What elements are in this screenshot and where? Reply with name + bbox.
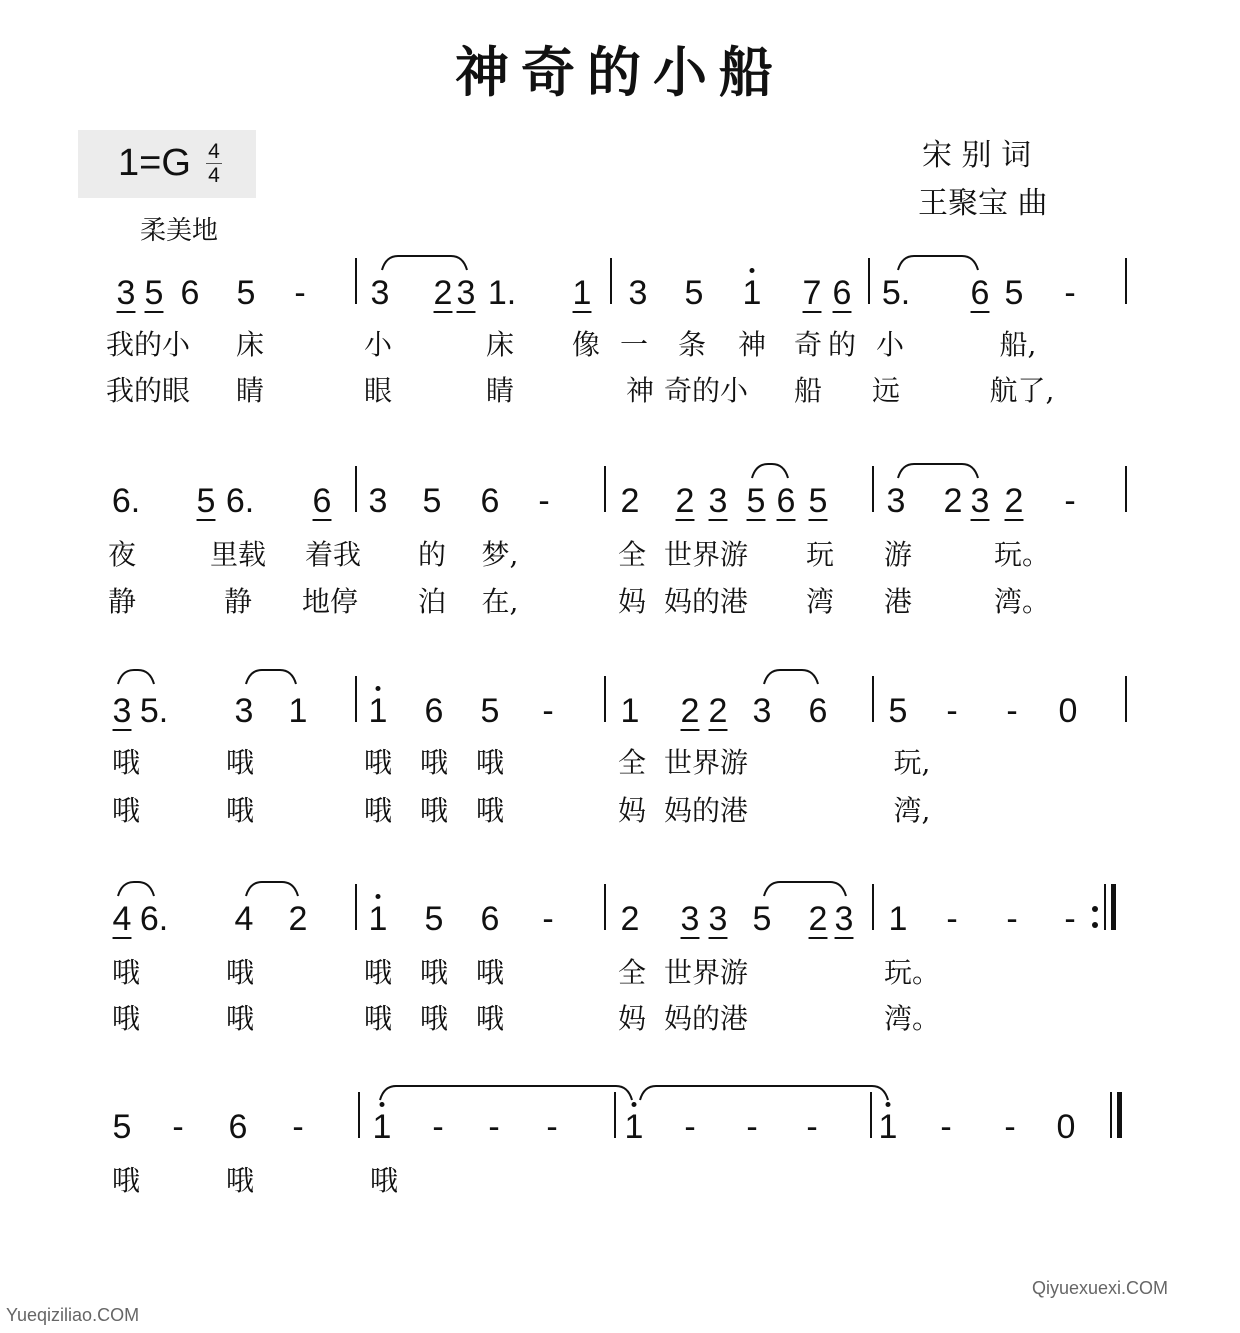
note: 3: [970, 482, 990, 520]
lyric-syllable: 睛: [485, 374, 515, 407]
note: 5.: [881, 274, 911, 312]
note: -: [746, 1108, 758, 1146]
note: 2: [708, 692, 728, 730]
lyric-syllable: 哦: [225, 1002, 255, 1035]
note: 3: [886, 482, 906, 520]
note: 1: [624, 1108, 644, 1146]
note: 4: [234, 900, 254, 938]
note: 6: [480, 482, 500, 520]
note: 2: [943, 482, 963, 520]
lyric-syllable: 哦: [111, 956, 141, 989]
slur: [246, 882, 298, 896]
lyric-syllable: 我的眼: [105, 374, 191, 407]
note: -: [1064, 274, 1076, 312]
lyric-syllable: 哦: [475, 956, 505, 989]
slur: [898, 256, 978, 270]
note: 2: [1004, 482, 1024, 520]
note: 1.: [487, 274, 517, 312]
note: 3: [680, 900, 700, 938]
note: 1: [878, 1108, 898, 1146]
lyric-syllable: 梦,: [481, 538, 519, 571]
lyric-syllable: 的: [417, 538, 447, 571]
note: 0: [1058, 692, 1078, 730]
lyric-syllable: 全: [617, 538, 647, 571]
lyric-syllable: 奇: [793, 328, 823, 361]
note: 6: [228, 1108, 248, 1146]
note: 1: [368, 900, 388, 938]
lyric-syllable: 湾。: [883, 1002, 941, 1035]
slur: [898, 464, 978, 478]
lyric-syllable: 湾。: [993, 585, 1051, 618]
note: 5: [808, 482, 828, 520]
lyric-syllable: 哦: [225, 794, 255, 827]
lyric-syllable: 船,: [999, 328, 1037, 361]
lyric-syllable: 在,: [481, 585, 519, 618]
note: -: [1004, 1108, 1016, 1146]
slur: [382, 256, 467, 270]
lyric-syllable: 睛: [235, 374, 265, 407]
note: 5: [1004, 274, 1024, 312]
note: 3: [112, 692, 132, 730]
lyric-syllable: 泊: [417, 585, 447, 618]
note: 5.: [139, 692, 169, 730]
note: -: [546, 1108, 558, 1146]
note: -: [488, 1108, 500, 1146]
note: -: [1006, 692, 1018, 730]
slur: [764, 670, 818, 684]
lyric-syllable: 船: [793, 374, 823, 407]
lyric-syllable: 哦: [111, 794, 141, 827]
note: 2: [680, 692, 700, 730]
key-signature: 1=G: [118, 142, 191, 184]
note: 6.: [225, 482, 255, 520]
lyric-syllable: 哦: [419, 746, 449, 779]
note: -: [1006, 900, 1018, 938]
lyric-syllable: 哦: [363, 1002, 393, 1035]
note: 5: [684, 274, 704, 312]
lyric-syllable: 奇的小: [663, 374, 749, 407]
note: -: [294, 274, 306, 312]
watermark-right: Qiyuexuexi.COM: [1032, 1278, 1169, 1298]
note: 1: [372, 1108, 392, 1146]
lyric-syllable: 一: [619, 328, 649, 361]
lyric-syllable: 妈: [617, 794, 647, 827]
lyric-syllable: 游: [883, 538, 913, 571]
note: -: [172, 1108, 184, 1146]
note: 6: [776, 482, 796, 520]
note: -: [946, 900, 958, 938]
note: 5: [144, 274, 164, 312]
lyricist-credit: 宋 别 词: [922, 138, 1032, 173]
note: 1: [888, 900, 908, 938]
lyric-syllable: 玩: [805, 538, 835, 571]
lyric-syllable: 床: [235, 328, 265, 361]
slur: [764, 882, 846, 896]
lyric-syllable: 妈: [617, 1002, 647, 1035]
note: 5: [112, 1108, 132, 1146]
lyric-syllable: 静: [107, 585, 137, 618]
lyric-syllable: 哦: [363, 746, 393, 779]
lyric-syllable: 玩。: [993, 538, 1051, 571]
note: 5: [746, 482, 766, 520]
lyric-syllable: 全: [617, 956, 647, 989]
lyric-syllable: 着我: [304, 538, 362, 571]
note: 3: [370, 274, 390, 312]
note: 6.: [139, 900, 169, 938]
note: 2: [675, 482, 695, 520]
lyric-syllable: 妈的港: [663, 585, 749, 618]
lyric-syllable: 妈: [617, 585, 647, 618]
note: -: [946, 692, 958, 730]
note: 6: [180, 274, 200, 312]
note: 5: [424, 900, 444, 938]
note: 1: [572, 274, 592, 312]
note: 0: [1056, 1108, 1076, 1146]
tempo-marking: 柔美地: [140, 216, 219, 246]
lyric-syllable: 哦: [419, 956, 449, 989]
lyric-syllable: 世界游: [663, 956, 749, 989]
note: 7: [802, 274, 822, 312]
lyric-syllable: 地停: [301, 585, 359, 618]
note: 5: [480, 692, 500, 730]
note: 5: [752, 900, 772, 938]
song-title: 神奇的小船: [455, 40, 785, 104]
note: -: [806, 1108, 818, 1146]
lyric-syllable: 全: [617, 746, 647, 779]
note: -: [542, 900, 554, 938]
note: 2: [433, 274, 453, 312]
note: 5: [888, 692, 908, 730]
lyric-syllable: 小: [875, 328, 905, 361]
lyric-syllable: 湾: [805, 585, 835, 618]
lyric-syllable: 哦: [111, 746, 141, 779]
lyric-syllable: 玩,: [893, 746, 931, 779]
lyric-syllable: 神: [625, 374, 655, 407]
slur: [118, 670, 154, 684]
note: 5: [236, 274, 256, 312]
note: 6: [808, 692, 828, 730]
note: 3: [708, 482, 728, 520]
lyric-syllable: 湾,: [893, 794, 931, 827]
lyric-syllable: 静: [223, 585, 253, 618]
slur: [752, 464, 788, 478]
lyric-syllable: 哦: [475, 1002, 505, 1035]
watermark-left: Yueqiziliao.COM: [6, 1305, 140, 1325]
lyric-syllable: 的: [827, 328, 857, 361]
lyric-syllable: 哦: [419, 1002, 449, 1035]
note: -: [538, 482, 550, 520]
note: 6: [424, 692, 444, 730]
note: 6.: [111, 482, 141, 520]
note: 3: [708, 900, 728, 938]
note: 6: [480, 900, 500, 938]
meter-top: 4: [208, 140, 220, 163]
note: -: [542, 692, 554, 730]
lyric-syllable: 哦: [363, 956, 393, 989]
lyric-syllable: 哦: [419, 794, 449, 827]
lyric-syllable: 哦: [475, 794, 505, 827]
lyric-syllable: 世界游: [663, 538, 749, 571]
lyric-syllable: 哦: [225, 956, 255, 989]
composer-credit: 王聚宝 曲: [918, 186, 1048, 221]
note: 3: [456, 274, 476, 312]
note: -: [940, 1108, 952, 1146]
lyric-syllable: 夜: [107, 538, 137, 571]
lyric-syllable: 玩。: [883, 956, 941, 989]
note: 3: [752, 692, 772, 730]
lyric-syllable: 里载: [209, 538, 267, 571]
note: 6: [312, 482, 332, 520]
note: 2: [808, 900, 828, 938]
note: -: [432, 1108, 444, 1146]
lyric-syllable: 哦: [225, 746, 255, 779]
note: 2: [288, 900, 308, 938]
lyric-syllable: 哦: [363, 794, 393, 827]
slur: [118, 882, 154, 896]
note: 3: [368, 482, 388, 520]
note: 4: [112, 900, 132, 938]
note: 5: [196, 482, 216, 520]
note: 3: [834, 900, 854, 938]
note: 6: [832, 274, 852, 312]
note: 3: [628, 274, 648, 312]
lyric-syllable: 条: [677, 328, 707, 361]
lyric-syllable: 像: [571, 328, 601, 361]
note: -: [684, 1108, 696, 1146]
note: -: [1064, 482, 1076, 520]
note: 5: [422, 482, 442, 520]
note: 1: [742, 274, 762, 312]
note: 1: [368, 692, 388, 730]
lyric-syllable: 眼: [363, 374, 393, 407]
lyric-syllable: 妈的港: [663, 1002, 749, 1035]
lyric-syllable: 床: [485, 328, 515, 361]
slur: [246, 670, 296, 684]
lyric-syllable: 哦: [111, 1002, 141, 1035]
meter-bottom: 4: [208, 164, 220, 187]
note: -: [1064, 900, 1076, 938]
slur: [640, 1086, 888, 1100]
note: 1: [288, 692, 308, 730]
lyric-syllable: 神: [737, 328, 767, 361]
note: 2: [620, 482, 640, 520]
lyric-syllable: 哦: [475, 746, 505, 779]
note: 3: [116, 274, 136, 312]
lyric-syllable: 港: [883, 585, 913, 618]
note: 6: [970, 274, 990, 312]
lyric-syllable: 世界游: [663, 746, 749, 779]
lyric-syllable: 妈的港: [663, 794, 749, 827]
note: 2: [620, 900, 640, 938]
lyric-syllable: 哦: [225, 1164, 255, 1197]
lyric-syllable: 哦: [369, 1164, 399, 1197]
slur: [380, 1086, 632, 1100]
lyric-syllable: 小: [363, 328, 393, 361]
note: -: [292, 1108, 304, 1146]
lyric-syllable: 远: [871, 374, 901, 407]
lyric-syllable: 我的小: [105, 328, 191, 361]
note: 3: [234, 692, 254, 730]
note: 1: [620, 692, 640, 730]
lyric-syllable: 航了,: [989, 374, 1055, 407]
lyric-syllable: 哦: [111, 1164, 141, 1197]
